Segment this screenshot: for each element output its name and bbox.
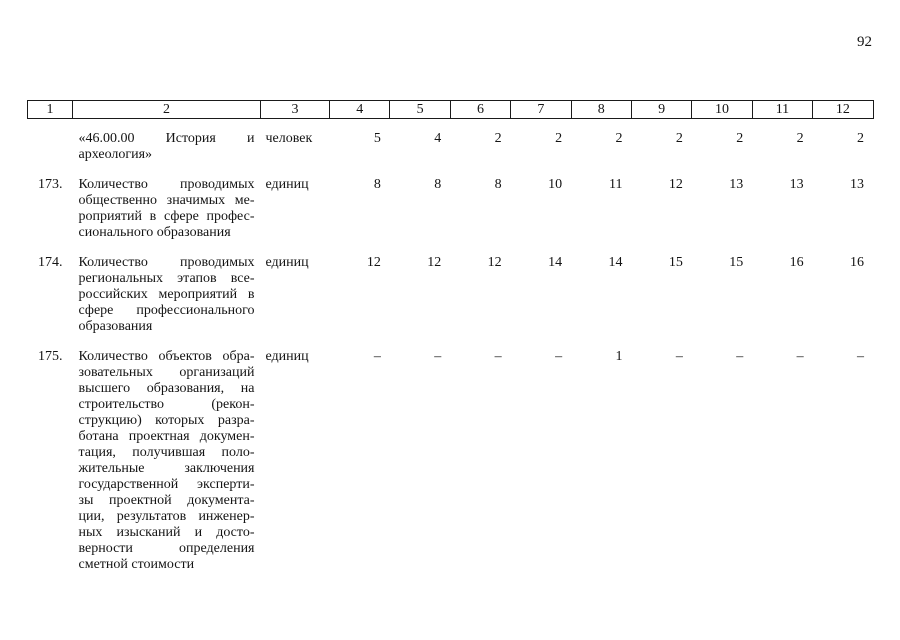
value-cell: 16 (789, 255, 804, 270)
value-cell: 12 (668, 177, 683, 192)
column-header: 7 (511, 101, 571, 119)
indicator-name (73, 349, 261, 573)
indicator-name-line: сионального образования (78, 225, 231, 240)
column-header: 2 (73, 101, 261, 119)
indicator-name-line: «46.00.00 История и археология» (78, 131, 255, 162)
indicator-name-line: зы проектной документа- (78, 493, 255, 508)
value-cell: 2 (736, 131, 744, 146)
table-row (28, 177, 874, 241)
value-cell: 8 (494, 177, 502, 192)
indicator-name-line: Количество проводимых (78, 255, 255, 270)
spacer-row (28, 119, 874, 132)
indicator-name-line: жительные заключения (78, 461, 255, 476)
indicator-name-line: тация, получившая поло- (78, 445, 255, 460)
unit-of-measure: единиц (265, 177, 309, 192)
spacer-cell (28, 163, 874, 177)
value-cell: 2 (494, 131, 502, 146)
row-number: 174. (38, 255, 63, 270)
value-cell: 5 (373, 131, 381, 146)
indicator-name-line: строительство (рекон- (78, 397, 255, 412)
indicator-name-line: ции, результатов инженер- (78, 509, 255, 524)
indicator-name-line: российских мероприятий в (78, 287, 255, 302)
value-cell: – (434, 349, 442, 364)
column-header: 4 (330, 101, 390, 119)
indicator-name-line: общественно значимых ме- (78, 193, 255, 208)
indicator-name-line: сметной стоимости (78, 557, 195, 572)
row-number: 175. (38, 349, 63, 364)
indicator-name (73, 255, 261, 335)
value-cell: 14 (548, 255, 563, 270)
table-row (28, 255, 874, 335)
column-header: 10 (692, 101, 752, 119)
indicator-name (73, 177, 261, 241)
indicator-name-line: государственной эксперти- (78, 477, 255, 492)
indicator-name-line: зовательных организаций (78, 365, 255, 380)
value-cell: 13 (729, 177, 744, 192)
spacer-cell (28, 335, 874, 349)
value-cell: 2 (555, 131, 563, 146)
value-cell: 4 (434, 131, 442, 146)
unit-of-measure: единиц (265, 349, 309, 364)
value-cell: 15 (668, 255, 683, 270)
value-cell: 11 (608, 177, 623, 192)
indicator-name-line: струкцию) которых разра- (78, 413, 255, 428)
column-header: 5 (390, 101, 450, 119)
column-header: 8 (571, 101, 631, 119)
row-number: 173. (38, 177, 63, 192)
spacer-row (28, 241, 874, 255)
value-cell: – (857, 349, 865, 364)
value-cell: – (373, 349, 381, 364)
value-cell: – (675, 349, 683, 364)
value-cell: – (494, 349, 502, 364)
indicator-name-line: образования (78, 319, 153, 334)
indicator-name-line: верности определения (78, 541, 255, 556)
table-row (28, 131, 874, 163)
value-cell: 16 (850, 255, 865, 270)
indicator-name (73, 131, 261, 163)
column-header: 12 (813, 101, 873, 119)
value-cell: 12 (366, 255, 381, 270)
value-cell: – (736, 349, 744, 364)
value-cell: 13 (789, 177, 804, 192)
spacer-cell (28, 119, 874, 132)
value-cell: 1 (615, 349, 623, 364)
value-cell: 15 (729, 255, 744, 270)
unit-of-measure: единиц (265, 255, 309, 270)
column-header: 11 (752, 101, 812, 119)
value-cell: 8 (434, 177, 442, 192)
column-header: 9 (631, 101, 691, 119)
value-cell: 14 (608, 255, 623, 270)
value-cell: 13 (850, 177, 865, 192)
value-cell: 10 (548, 177, 563, 192)
indicator-name-line: ных изысканий и досто- (78, 525, 255, 540)
column-header: 6 (450, 101, 510, 119)
table-body (28, 119, 874, 574)
indicator-name-line: Количество объектов обра- (78, 349, 255, 364)
value-cell: 2 (857, 131, 865, 146)
value-cell: 12 (427, 255, 442, 270)
indicator-name-line: региональных этапов все- (78, 271, 255, 286)
spacer-row (28, 163, 874, 177)
unit-of-measure: человек (265, 131, 313, 146)
table-row (28, 349, 874, 573)
indicator-name-line: Количество проводимых (78, 177, 255, 192)
column-header: 1 (28, 101, 73, 119)
value-cell: – (555, 349, 563, 364)
indicator-name-line: сфере профессионального (78, 303, 255, 318)
value-cell: 2 (615, 131, 623, 146)
value-cell: 2 (796, 131, 804, 146)
row-number (28, 131, 73, 163)
indicator-name-line: высшего образования, на (78, 381, 255, 396)
value-cell: 8 (373, 177, 381, 192)
value-cell: 2 (675, 131, 683, 146)
column-number-header-row (28, 101, 874, 119)
spacer-row (28, 335, 874, 349)
indicator-name-line: ботана проектная докумен- (78, 429, 255, 444)
value-cell: – (796, 349, 804, 364)
value-cell: 12 (487, 255, 502, 270)
indicator-table (27, 100, 874, 573)
column-header: 3 (261, 101, 330, 119)
page-number: 92 (857, 34, 872, 50)
spacer-cell (28, 241, 874, 255)
indicator-name-line: роприятий в сфере профес- (78, 209, 255, 224)
